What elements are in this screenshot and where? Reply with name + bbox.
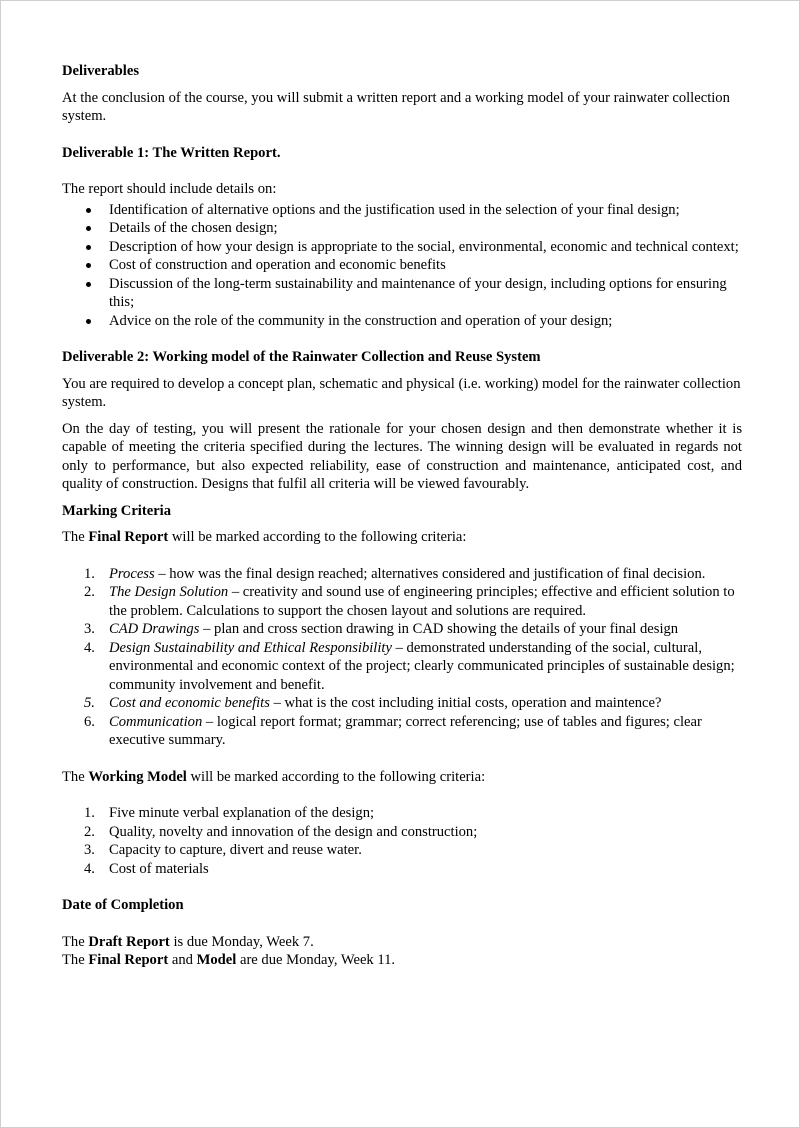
deliverable1-heading: Deliverable 1: The Written Report. bbox=[62, 144, 281, 161]
final-report-due: The Final Report and Model are due Monday, Week 11. bbox=[62, 952, 396, 968]
bullet-item: Description of how your design is appropriate to the social, environmental, economic and technical context; bbox=[62, 238, 742, 257]
report-criteria-intro: The Final Report will be marked according to the following criteria: bbox=[62, 529, 467, 545]
model-criteria-intro: The Working Model will be marked according to the following criteria: bbox=[62, 768, 486, 785]
list-item: 4. Design Sustainability and Ethical Responsibility – demonstrated understanding of the social, cultural, environmental and economic context of the project; clearly communicated principles of sustainable design; community involvement and benefit. bbox=[84, 639, 735, 693]
draft-report-term: Draft Report bbox=[88, 933, 170, 950]
list-item: 5. Cost and economic benefits – what is the cost including initial costs, operation and maintence? bbox=[84, 695, 662, 711]
deliverables-intro: At the conclusion of the course, you will submit a written report and a working model of your rainwater collection system. bbox=[62, 89, 730, 124]
bullet-item: Advice on the role of the community in the construction and operation of your design; bbox=[62, 312, 742, 331]
report-criteria-list bbox=[62, 565, 742, 750]
bullet-item: Details of the chosen design; bbox=[62, 219, 742, 238]
bullet-item: Cost of construction and operation and economic benefits bbox=[62, 256, 742, 275]
list-item: 3. CAD Drawings – plan and cross section drawing in CAD showing the details of your final design bbox=[84, 621, 679, 637]
completion-heading: Date of Completion bbox=[62, 897, 184, 913]
list-item: 6. Communication – logical report format; grammar; correct referencing; use of tables and figures; clear executive summary. bbox=[84, 713, 702, 748]
deliverable1-bullet-list bbox=[62, 201, 742, 331]
deliverable2-heading: Deliverable 2: Working model of the Rainwater Collection and Reuse System bbox=[62, 349, 541, 365]
deliverable2-para2: On the day of testing, you will present the rationale for your chosen design and then demonstrate whether it is capable of meeting the criteria specified during the lectures. The winning design will be evaluated in regards not only to performance, but also expected reliability, ease of construction and maintenance, anticipated cost, and quality of construction. Designs that fulfil all criteria will be viewed favourably. bbox=[62, 420, 742, 492]
marking-heading: Marking Criteria bbox=[62, 502, 172, 519]
final-report-term: Final Report bbox=[88, 529, 169, 545]
document-body bbox=[62, 62, 742, 970]
deliverables-heading: Deliverables bbox=[62, 63, 140, 79]
deliverable1-lead: The report should include details on: bbox=[62, 181, 277, 197]
working-model-term: Working Model bbox=[88, 768, 187, 785]
draft-report-due: The Draft Report is due Monday, Week 7. bbox=[62, 933, 314, 950]
final-report-term: Final Report bbox=[88, 952, 169, 968]
deliverable2-para1: You are required to develop a concept plan, schematic and physical (i.e. working) model for the rainwater collection system. bbox=[62, 375, 741, 410]
list-item: 3. Capacity to capture, divert and reuse water. bbox=[84, 842, 362, 858]
model-criteria-list bbox=[62, 804, 742, 878]
bullet-item: Identification of alternative options and the justification used in the selection of your final design; bbox=[62, 201, 742, 220]
bullet-item: Discussion of the long-term sustainability and maintenance of your design, including options for ensuring this; bbox=[62, 275, 742, 312]
list-item: 2. The Design Solution – creativity and sound use of engineering principles; effective and efficient solution to the problem. Calculations to support the chosen layout and solutions are required. bbox=[84, 584, 735, 619]
list-item: 2. Quality, novelty and innovation of the design and construction; bbox=[84, 823, 478, 840]
list-item: 1. Process – how was the final design reached; alternatives considered and justification of final decision. bbox=[84, 565, 706, 582]
list-item: 4. Cost of materials bbox=[84, 860, 209, 877]
model-term: Model bbox=[196, 952, 237, 968]
list-item: 1. Five minute verbal explanation of the design; bbox=[84, 805, 375, 821]
